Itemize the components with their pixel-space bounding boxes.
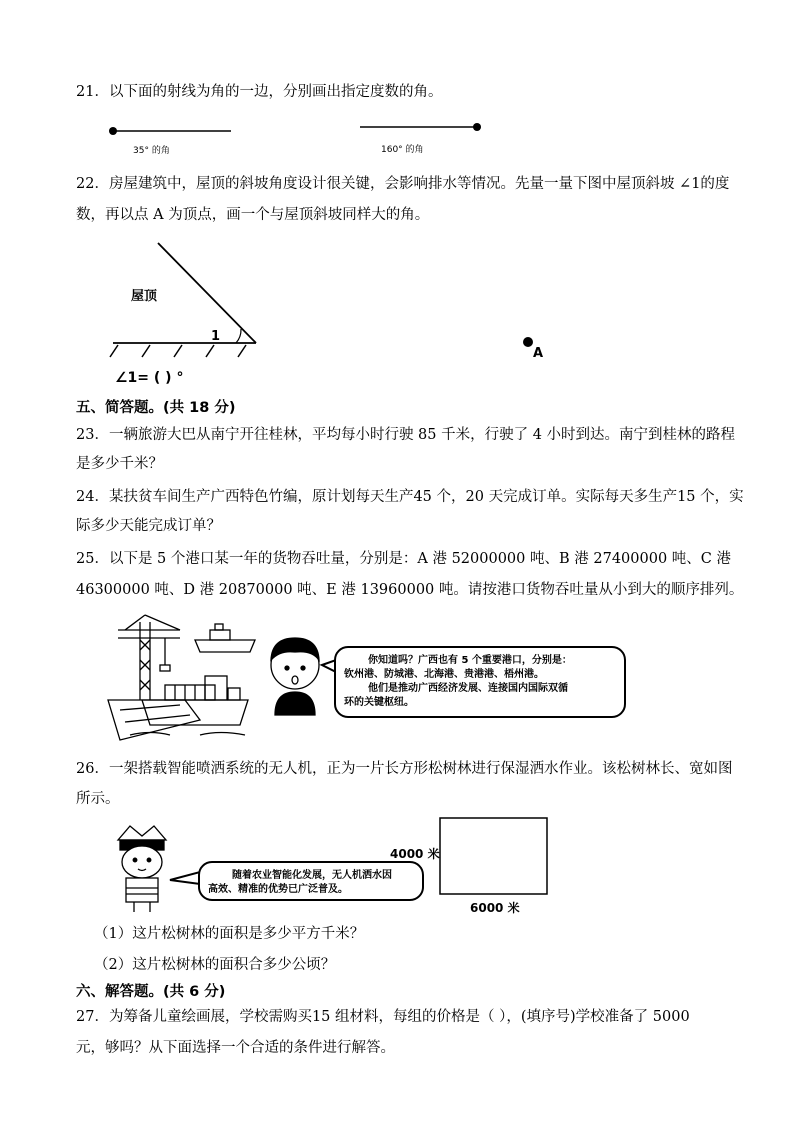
q21-label-35: 35° 的角: [133, 146, 170, 156]
q26-sub1: （1）这片松树林的面积是多少平方千米？: [94, 926, 365, 942]
q22-line2: 数，再以点 A 为顶点，画一个与屋顶斜坡同样大的角。: [76, 207, 430, 223]
section-6-title: 六、解答题。(共 6 分): [76, 984, 226, 1000]
forest-length-label: 6000 米: [470, 901, 520, 915]
section-5-title: 五、简答题。(共 18 分): [76, 400, 236, 416]
forest-speech-bubble: [198, 861, 424, 901]
q27-line1: 27．为筹备儿童绘画展，学校需购买15 组材料，每组的价格是（ ），(填序号)学校准备了 5000: [76, 1009, 690, 1025]
point-a-label: A: [533, 346, 544, 361]
q21-label-160: 160° 的角: [381, 145, 424, 155]
q24-line1: 24．某扶贫车间生产广西特色竹编，原计划每天生产45 个，20 天完成订单。实际每天多生产15 个，实: [76, 489, 744, 505]
bubble-line-2: 钦州港、防城港、北海港、贵港港、梧州港。: [344, 669, 544, 680]
q26-line2: 所示。: [76, 791, 120, 807]
q23-line1: 23．一辆旅游大巴从南宁开往桂林，平均每小时行驶 85 千米，行驶了 4 小时到达。南宁到桂林的路程: [76, 427, 736, 443]
q25-line1: 25．以下是 5 个港口某一年的货物吞吐量，分别是：A 港 52000000 吨、B 港 27400000 吨、C 港: [76, 551, 731, 567]
forest-width-label: 4000 米: [390, 847, 440, 861]
bubble-line-3: 他们是推动广西经济发展、连接国内国际双循: [368, 683, 568, 694]
q25-line2: 46300000 吨、D 港 20870000 吨、E 港 13960000 吨。请按港口货物吞吐量从小到大的顺序排列。: [76, 582, 744, 598]
angle-answer: ∠1= ( ) °: [115, 370, 184, 386]
forest-bubble-line-1: 随着农业智能化发展，无人机洒水因: [232, 870, 392, 881]
q21-text: 21．以下面的射线为角的一边，分别画出指定度数的角。: [76, 84, 443, 100]
forest-bubble-line-2: 高效、精准的优势已广泛普及。: [208, 884, 348, 895]
q24-line2: 际多少天能完成订单？: [76, 518, 221, 534]
bubble-line-4: 环的关键枢纽。: [344, 697, 414, 708]
q23-line2: 是多少千米？: [76, 456, 163, 472]
roof-label: 屋顶: [131, 289, 158, 304]
q26-sub2: （2）这片松树林的面积合多少公顷？: [94, 957, 336, 973]
bubble-line-1: 你知道吗？广西也有 5 个重要港口，分别是：: [368, 655, 572, 666]
angle-number: 1: [211, 329, 221, 344]
q22-line1: 22．房屋建筑中，屋顶的斜坡角度设计很关键，会影响排水等情况。先量一量下图中屋顶斜坡 ∠1的度: [76, 176, 730, 192]
q27-line2: 元，够吗？从下面选择一个合适的条件进行解答。: [76, 1040, 395, 1056]
q26-line1: 26．一架搭载智能喷洒系统的无人机，正为一片长方形松树林进行保湿洒水作业。该松树林长、宽如图: [76, 761, 733, 777]
